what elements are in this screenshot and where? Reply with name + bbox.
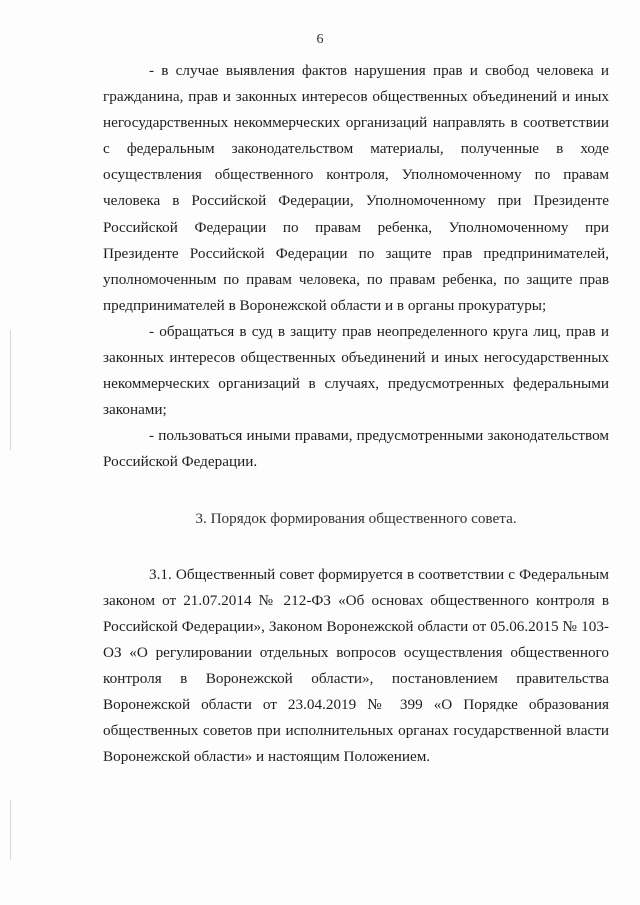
paragraph-other-rights: - пользоваться иными правами, предусмотренными законодательством Российской Федерации. [103, 427, 609, 471]
scan-margin-mark [10, 800, 11, 860]
page-number: 6 [316, 32, 324, 47]
document-body [103, 58, 609, 770]
scan-margin-mark [10, 330, 11, 450]
spacer [103, 476, 609, 506]
paragraph-report-violations: - в случае выявления фактов нарушения прав и свобод человека и гражданина, прав и законных интересов общественных объединений и иных негосударственных некоммерческих организаций направлять в соответствии с федеральным законодательством материалы, полученные в ходе осуществления общественного контроля, Уполномоченному по правам человека в Российской Федерации, Уполномоченному при Президенте Российской Федерации по правам ребенка, Уполномоченному при Президенте Российской Федерации по защите прав предпринимателей, уполномоченным по правам человека, по правам ребенка, по защите прав предпринимателей в Воронежской области и в органы прокуратуры; [103, 62, 609, 314]
paragraph-court-appeal: - обращаться в суд в защиту прав неопределенного круга лиц, прав и законных интересов общественных объединений и иных негосударственных некоммерческих организаций в случаях, предусмотренных федеральными законами; [103, 322, 609, 419]
paragraph-3-1: 3.1. Общественный совет формируется в соответствии с Федеральным законом от 21.07.2014 № 212-ФЗ «Об основах общественного контроля в Российской Федерации», Законом Воронежской области от 05.06.2015 № 103-ОЗ «О регулировании отдельных вопросов осуществления общественного контроля в Воронежской области», постановлением правительства Воронежской области от 23.04.2019 № 399 «О Порядке образования общественных советов при исполнительных органах государственной власти Воронежской области» и настоящим Положением. [103, 565, 609, 766]
spacer [103, 532, 609, 562]
section-heading: 3. Порядок формирования общественного совета. [195, 509, 517, 527]
